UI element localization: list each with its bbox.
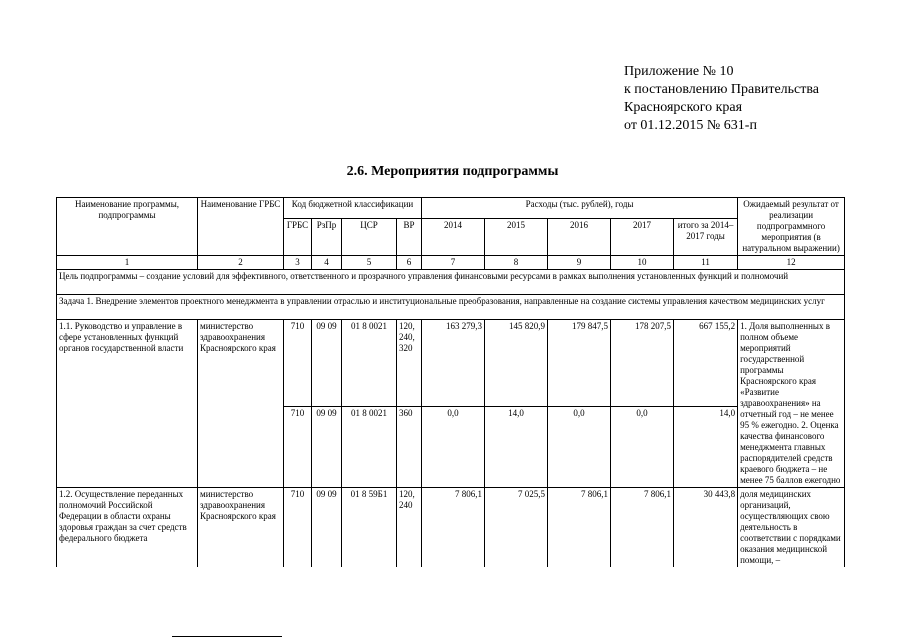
cell-2015: 7 025,5 (485, 488, 548, 568)
col-number: 10 (611, 256, 674, 270)
cell-grbs: 710 (284, 320, 312, 407)
cell-vr: 120, 240 (397, 488, 422, 568)
col-number: 11 (674, 256, 738, 270)
measure-name: 1.1. Руководство и управление в сфере установленных функций органов государственной власти (57, 320, 198, 488)
header-row-1 (57, 198, 845, 219)
header-rzpr: РзПр (312, 218, 342, 255)
col-number: 6 (397, 256, 422, 270)
header-result: Ожидаемый результат от реализации подпрограммного мероприятия (в натуральном выражении) (738, 198, 845, 256)
header-budget-code: Код бюджетной классификации (284, 198, 422, 219)
header-expenses: Расходы (тыс. рублей), годы (422, 198, 738, 219)
cell-2016: 179 847,5 (548, 320, 611, 407)
measures-table (56, 197, 845, 567)
cell-2016: 0,0 (548, 407, 611, 488)
header-2016: 2016 (548, 218, 611, 255)
col-number: 7 (422, 256, 485, 270)
cell-2017: 0,0 (611, 407, 674, 488)
goal-text: Цель подпрограммы – создание условий для эффективного, ответственного и прозрачного управления финансовыми ресурсами в рамках выполнения установленных функций и полномочий (57, 270, 845, 295)
cell-csr: 01 8 0021 (342, 407, 397, 488)
footnote-rule (172, 636, 282, 637)
cell-2017: 7 806,1 (611, 488, 674, 568)
header-2015: 2015 (485, 218, 548, 255)
cell-grbs: 710 (284, 407, 312, 488)
measure-grbs-name: министерство здравоохранения Красноярского края (198, 320, 284, 488)
header-grbs: ГРБС (284, 218, 312, 255)
goal-row (57, 270, 845, 295)
table-row (57, 488, 845, 568)
measure-grbs-name: министерство здравоохранения Красноярского края (198, 488, 284, 568)
col-number: 2 (198, 256, 284, 270)
cell-total: 14,0 (674, 407, 738, 488)
col-number: 4 (312, 256, 342, 270)
col-number: 3 (284, 256, 312, 270)
appendix-line-2: к постановлению Правительства (624, 82, 820, 97)
col-number: 8 (485, 256, 548, 270)
cell-2015: 14,0 (485, 407, 548, 488)
measure-result: доля медицинских организаций, осуществляющих свою деятельность в соответствии с порядками оказания медицинской помощи, – (738, 488, 845, 568)
header-total: итого за 2014–2017 годы (674, 218, 738, 255)
cell-total: 667 155,2 (674, 320, 738, 407)
measure-result: 1. Доля выполненных в полном объеме мероприятий государственной программы Красноярского края «Развитие здравоохранения» на отчетный год – не менее 95 % ежегодно. 2. Оценка качества финансового менеджмента главных распорядителей средств краевого бюджета – не менее 75 баллов ежегодно (738, 320, 845, 488)
appendix-line-3: Красноярского края (624, 100, 743, 115)
appendix-note (624, 63, 819, 135)
task-text: Задача 1. Внедрение элементов проектного менеджмента в управлении отраслью и институциональные преобразования, направленные на создание системы управления качеством медицинских услуг (57, 295, 845, 320)
cell-rzpr: 09 09 (312, 407, 342, 488)
header-vr: ВР (397, 218, 422, 255)
header-2017: 2017 (611, 218, 674, 255)
header-csr: ЦСР (342, 218, 397, 255)
col-number: 12 (738, 256, 845, 270)
cell-vr: 120, 240, 320 (397, 320, 422, 407)
cell-2014: 7 806,1 (422, 488, 485, 568)
cell-rzpr: 09 09 (312, 488, 342, 568)
table-row (57, 320, 845, 407)
cell-total: 30 443,8 (674, 488, 738, 568)
col-number: 1 (57, 256, 198, 270)
task-row (57, 295, 845, 320)
column-numbers-row (57, 256, 845, 270)
cell-2017: 178 207,5 (611, 320, 674, 407)
appendix-line-4: от 01.12.2015 № 631-п (624, 118, 757, 133)
cell-2014: 163 279,3 (422, 320, 485, 407)
col-number: 9 (548, 256, 611, 270)
measure-name: 1.2. Осуществление переданных полномочий Российской Федерации в области охраны здоровья граждан за счет средств федерального бюджета (57, 488, 198, 568)
cell-2015: 145 820,9 (485, 320, 548, 407)
header-2014: 2014 (422, 218, 485, 255)
appendix-line-1: Приложение № 10 (624, 64, 734, 79)
cell-2014: 0,0 (422, 407, 485, 488)
cell-2016: 7 806,1 (548, 488, 611, 568)
header-grbs-name: Наименование ГРБС (198, 198, 284, 256)
cell-csr: 01 8 59Б1 (342, 488, 397, 568)
header-program-name: Наименование программы, подпрограммы (57, 198, 198, 256)
section-title: 2.6. Мероприятия подпрограммы (346, 164, 559, 179)
col-number: 5 (342, 256, 397, 270)
cell-vr: 360 (397, 407, 422, 488)
cell-rzpr: 09 09 (312, 320, 342, 407)
cell-grbs: 710 (284, 488, 312, 568)
cell-csr: 01 8 0021 (342, 320, 397, 407)
